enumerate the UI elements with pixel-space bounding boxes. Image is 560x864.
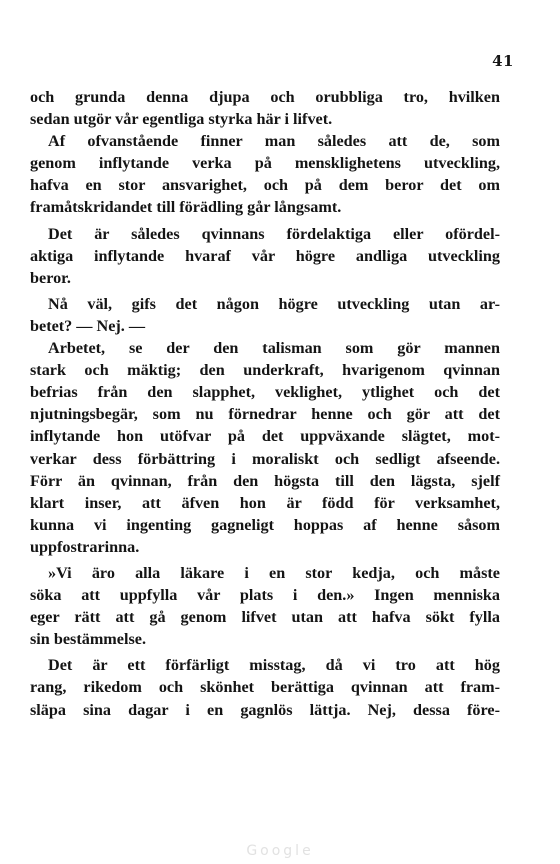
text-line: sin bestämmelse.	[30, 630, 146, 649]
body-text	[30, 86, 500, 721]
text-line: »Vi äro alla läkare i en stor kedja, och måste	[48, 563, 500, 582]
text-line: beror.	[30, 268, 71, 287]
text-line: hafva en stor ansvarighet, och på dem beror det om	[30, 176, 500, 195]
text-line: uppfostrarinna.	[30, 537, 140, 556]
text-line: sedan utgör vår egentliga styrka här i lifvet.	[30, 110, 333, 129]
text-line: söka att uppfylla vår plats i den.» Ingen menniska	[30, 586, 500, 605]
text-line: Förr än qvinnan, från den högsta till den lägsta, sjelf	[30, 471, 500, 490]
text-line: rang, rikedom och skönhet berättiga qvinnan att fram-	[30, 678, 500, 697]
text-line: Det är således qvinnans fördelaktiga eller ofördel-	[48, 224, 500, 243]
text-line: njutningsbegär, som nu förnedrar henne och gör att det	[30, 405, 500, 424]
text-line: Arbetet, se der den talisman som gör mannen	[48, 339, 500, 358]
page-number: 41	[492, 52, 514, 70]
text-line: stark och mäktig; den underkraft, hvarigenom qvinnan	[30, 361, 500, 380]
text-line: aktiga inflytande hvaraf vår högre andliga utveckling	[30, 246, 500, 265]
text-line: Af ofvanstående finner man således att de, som	[48, 132, 500, 151]
text-line: befrias från den slapphet, veklighet, ytlighet och det	[30, 383, 500, 402]
watermark: Google	[246, 843, 314, 859]
text-line: genom inflytande verka på mensklighetens utveckling,	[30, 154, 500, 173]
text-line: kunna vi ingenting gagneligt hoppas af henne såsom	[30, 515, 500, 534]
text-line: eger rätt att gå genom lifvet utan att hafva sökt fylla	[30, 608, 500, 627]
text-line: och grunda denna djupa och orubbliga tro, hvilken	[30, 88, 500, 106]
text-line: inflytande hon utöfvar på det uppväxande slägtet, mot-	[30, 427, 500, 446]
text-line: Nå väl, gifs det någon högre utveckling utan ar-	[48, 294, 500, 313]
text-line: framåtskridandet till förädling går långsamt.	[30, 198, 342, 217]
text-line: Det är ett förfärligt misstag, då vi tro att hög	[48, 656, 500, 675]
text-line: verkar dess förbättring i moraliskt och sedligt afseende.	[30, 449, 500, 468]
text-line: släpa sina dagar i en gagnlös lättja. Nej, dessa före-	[30, 700, 500, 719]
text-line: betet? — Nej. —	[30, 316, 146, 335]
text-line: klart inser, att äfven hon är född för verksamhet,	[30, 493, 500, 512]
